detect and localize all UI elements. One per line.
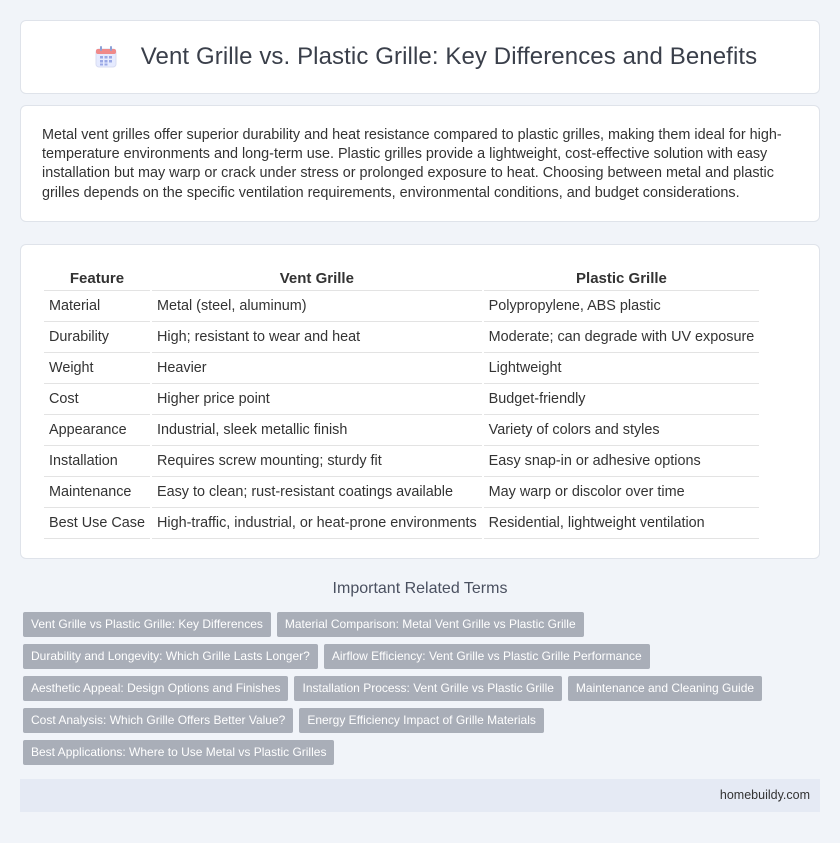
related-term-tag[interactable]: Material Comparison: Metal Vent Grille vs Plastic Grille	[277, 612, 584, 637]
table-cell: High; resistant to wear and heat	[152, 322, 482, 353]
table-cell: Lightweight	[484, 353, 760, 384]
table-header-row	[44, 267, 759, 291]
related-terms-list	[23, 612, 823, 772]
table-row	[44, 415, 759, 446]
related-term-tag[interactable]: Installation Process: Vent Grille vs Plastic Grille	[294, 676, 561, 701]
table-row	[44, 477, 759, 508]
table-cell: Easy snap-in or adhesive options	[484, 446, 760, 477]
intro-paragraph: Metal vent grilles offer superior durability and heat resistance compared to plastic grilles, making them ideal for high-temperature environments and long-term use. Plastic grilles provide a lightweight, cost-effective solution with easy installation but may warp or crack under stress or prolonged exposure to heat. Choosing between metal and plastic grilles depends on the specific ventilation requirements, environmental conditions, and budget considerations.	[42, 127, 782, 201]
related-term-tag[interactable]: Aesthetic Appeal: Design Options and Finishes	[23, 676, 288, 701]
table-cell: Requires screw mounting; sturdy fit	[152, 446, 482, 477]
related-term-tag[interactable]: Best Applications: Where to Use Metal vs Plastic Grilles	[23, 740, 334, 765]
table-cell: Weight	[44, 353, 150, 384]
table-cell: Budget-friendly	[484, 384, 760, 415]
table-row	[44, 384, 759, 415]
page-title: Vent Grille vs. Plastic Grille: Key Differences and Benefits	[140, 43, 758, 70]
title-wrap	[93, 43, 758, 71]
related-term-tag[interactable]: Cost Analysis: Which Grille Offers Better Value?	[23, 708, 293, 733]
table-row	[44, 353, 759, 384]
related-term-tag[interactable]: Maintenance and Cleaning Guide	[568, 676, 762, 701]
related-term-tag[interactable]: Airflow Efficiency: Vent Grille vs Plastic Grille Performance	[324, 644, 650, 669]
table-row	[44, 446, 759, 477]
table-cell: Heavier	[152, 353, 482, 384]
table-cell: Variety of colors and styles	[484, 415, 760, 446]
column-header: Vent Grille	[152, 267, 482, 291]
tag-row	[23, 676, 823, 701]
comparison-card	[20, 244, 820, 559]
table-cell: Durability	[44, 322, 150, 353]
comparison-table	[42, 267, 761, 539]
table-row	[44, 508, 759, 539]
table-cell: Installation	[44, 446, 150, 477]
table-cell: Moderate; can degrade with UV exposure	[484, 322, 760, 353]
table-cell: Residential, lightweight ventilation	[484, 508, 760, 539]
tag-row	[23, 708, 823, 733]
table-cell: May warp or discolor over time	[484, 477, 760, 508]
table-cell: Appearance	[44, 415, 150, 446]
table-cell: High-traffic, industrial, or heat-prone environments	[152, 508, 482, 539]
table-row	[44, 291, 759, 322]
table-cell: Best Use Case	[44, 508, 150, 539]
footer	[20, 779, 820, 812]
related-term-tag[interactable]: Vent Grille vs Plastic Grille: Key Differences	[23, 612, 271, 637]
intro-card	[20, 105, 820, 222]
related-term-tag[interactable]: Durability and Longevity: Which Grille Lasts Longer?	[23, 644, 318, 669]
table-cell: Polypropylene, ABS plastic	[484, 291, 760, 322]
table-cell: Easy to clean; rust-resistant coatings available	[152, 477, 482, 508]
table-cell: Material	[44, 291, 150, 322]
table-cell: Industrial, sleek metallic finish	[152, 415, 482, 446]
tag-row	[23, 612, 823, 637]
tag-row	[23, 644, 823, 669]
related-terms-heading: Important Related Terms	[332, 580, 508, 597]
tag-row	[23, 740, 823, 765]
related-term-tag[interactable]: Energy Efficiency Impact of Grille Materials	[299, 708, 544, 733]
column-header: Feature	[44, 267, 150, 291]
table-row	[44, 322, 759, 353]
table-cell: Maintenance	[44, 477, 150, 508]
footer-site-link[interactable]: homebuildy.com	[719, 788, 810, 802]
header-card	[20, 20, 820, 94]
table-cell: Higher price point	[152, 384, 482, 415]
column-header: Plastic Grille	[484, 267, 760, 291]
calendar-icon	[93, 44, 119, 70]
table-cell: Cost	[44, 384, 150, 415]
table-cell: Metal (steel, aluminum)	[152, 291, 482, 322]
